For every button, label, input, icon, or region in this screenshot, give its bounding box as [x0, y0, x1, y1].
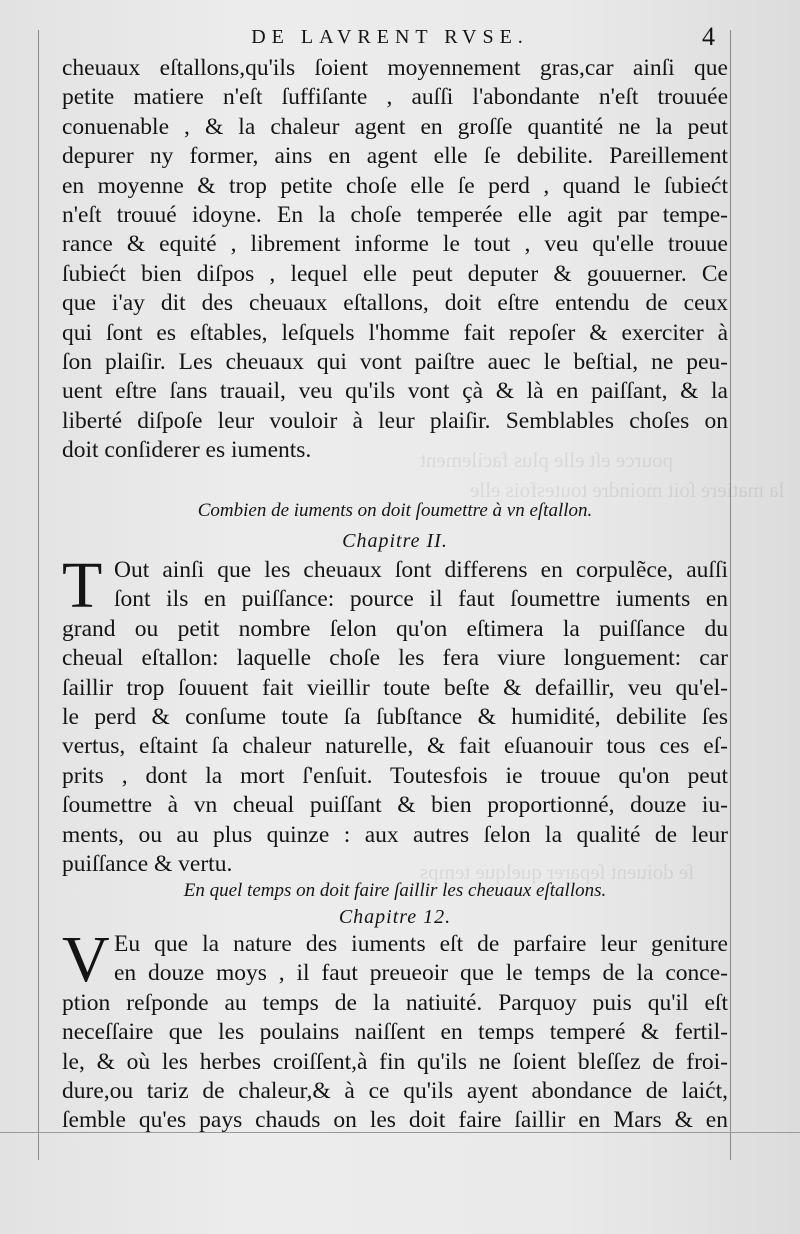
chapter-11-drop-capital: T: [62, 549, 103, 622]
text-line: uent eſtre ſans trauail, veu qu'ils vont çà & là en paiſſant, & la: [62, 378, 728, 405]
text-line: ſubiećt bien diſpos , lequel elle peut deputer & gouuerner. Ce: [62, 260, 728, 287]
chapter-12-heading: En quel temps on doit faire ſaillir les cheuaux eſtallons.: [183, 880, 607, 901]
text-line: puiſſance & vertu.: [62, 850, 233, 877]
page-margin-rule-right: [730, 30, 731, 1160]
text-line: doit conſiderer es iuments.: [62, 437, 312, 464]
text-line: ption reſponde au temps de la natiuité. Parquoy puis qu'il eſt: [62, 989, 728, 1016]
show-through-text: pource eſt elle plus facilement: [420, 448, 674, 472]
text-line: en douze moys , il faut preueoir que le temps de la conce-: [114, 960, 728, 987]
text-line: cheuaux eſtallons,qu'ils ſoient moyennement gras,car ainſi que: [62, 55, 728, 81]
paragraph-1: [62, 54, 728, 465]
text-line: ſaillir trop ſouuent fait vieillir toute beſte & defaillir, veu qu'el-: [62, 674, 728, 701]
page-number: 4: [702, 22, 715, 51]
text-line: cheual eſtallon: laquelle choſe les fera viure longuement: car: [62, 645, 728, 672]
chapter-11-text: [62, 549, 728, 879]
text-line: conuenable , & la chaleur agent en groſſe quantité ne la peut: [62, 113, 728, 140]
text-line: dure,ou tariz de chaleur,& à ce qu'ils ayent abondance de laićt,: [62, 1077, 728, 1104]
text-line: ſoumettre à vn cheual puiſſant & bien proportionné, douze iu-: [62, 792, 728, 819]
text-line: le, & où les herbes croiſſent,à fin qu'ils ne ſoient bleſſez de froi-: [62, 1048, 728, 1075]
text-line: vertus, eſtaint ſa chaleur naturelle, & fait eſuanouir tous ces eſ-: [62, 733, 728, 760]
text-line: rance & equité , librement informe le tout , veu qu'elle trouue: [62, 231, 728, 258]
running-title: DE LAVRENT RVSE.: [251, 26, 529, 48]
chapter-11-number: Chapitre II.: [342, 530, 448, 552]
text-line: ments, ou au plus quinze : aux autres ſelon la qualité de leur: [62, 821, 728, 848]
chapter-12-text: [62, 923, 728, 1136]
page-margin-rule-left: [38, 30, 39, 1160]
text-line: neceſſaire que les poulains naiſſent en temps temperé & fertil-: [62, 1019, 728, 1046]
text-line: ſemble qu'es pays chauds on les doit faire ſaillir en Mars & en: [62, 1107, 728, 1134]
text-line: n'eſt trouué idoyne. En la choſe temperée elle agit par tempe-: [62, 201, 728, 228]
chapter-11-heading: Combien de iuments on doit ſoumettre à vn eſtallon.: [197, 500, 593, 521]
text-line: Eu que la nature des iuments eſt de parfaire leur geniture: [114, 931, 728, 957]
chapter-12-drop-capital: V: [62, 923, 110, 996]
text-line: petite matiere n'eſt ſuffiſante , auſſi l'abondante n'eſt trouuée: [62, 84, 728, 111]
text-line: liberté diſpoſe leur vouloir à leur plaiſir. Semblables choſes on: [62, 407, 728, 434]
text-line: en moyenne & trop petite choſe elle ſe perd , quand le ſubiećt: [62, 172, 728, 199]
text-line: que i'ay dit des cheuaux eſtallons, doit eſtre entendu de ceux: [62, 290, 728, 317]
chapter-12-number: Chapitre 12.: [338, 906, 452, 928]
text-line: ſon plaiſir. Les cheuaux qui vont paiſtre auec le beſtial, ne peu-: [62, 348, 728, 375]
show-through-text: la matiere ſoit moindre toutesfois elle: [470, 478, 785, 502]
text-line: grand ou petit nombre ſelon qu'on eſtimera la puiſſance du: [62, 615, 728, 642]
text-line: le perd & conſume toute ſa ſubſtance & humidité, debilite ſes: [62, 703, 728, 730]
text-line: prits , dont la mort ſ'enſuit. Toutesfois ie trouue qu'on peut: [62, 762, 728, 789]
text-line: depurer ny former, ains en agent elle ſe debilite. Pareillement: [62, 143, 728, 170]
show-through-text: ſe doiuent ſeparer quelque temps: [420, 860, 695, 884]
text-line: qui ſont es eſtables, leſquels l'homme fait repoſer & exerciter à: [62, 319, 728, 346]
text-line: ſont ils en puiſſance: pource il faut ſoumettre iuments en: [114, 586, 728, 613]
text-line: Out ainſi que les cheuaux ſont differens en corpulẽce, auſſi: [114, 557, 728, 583]
